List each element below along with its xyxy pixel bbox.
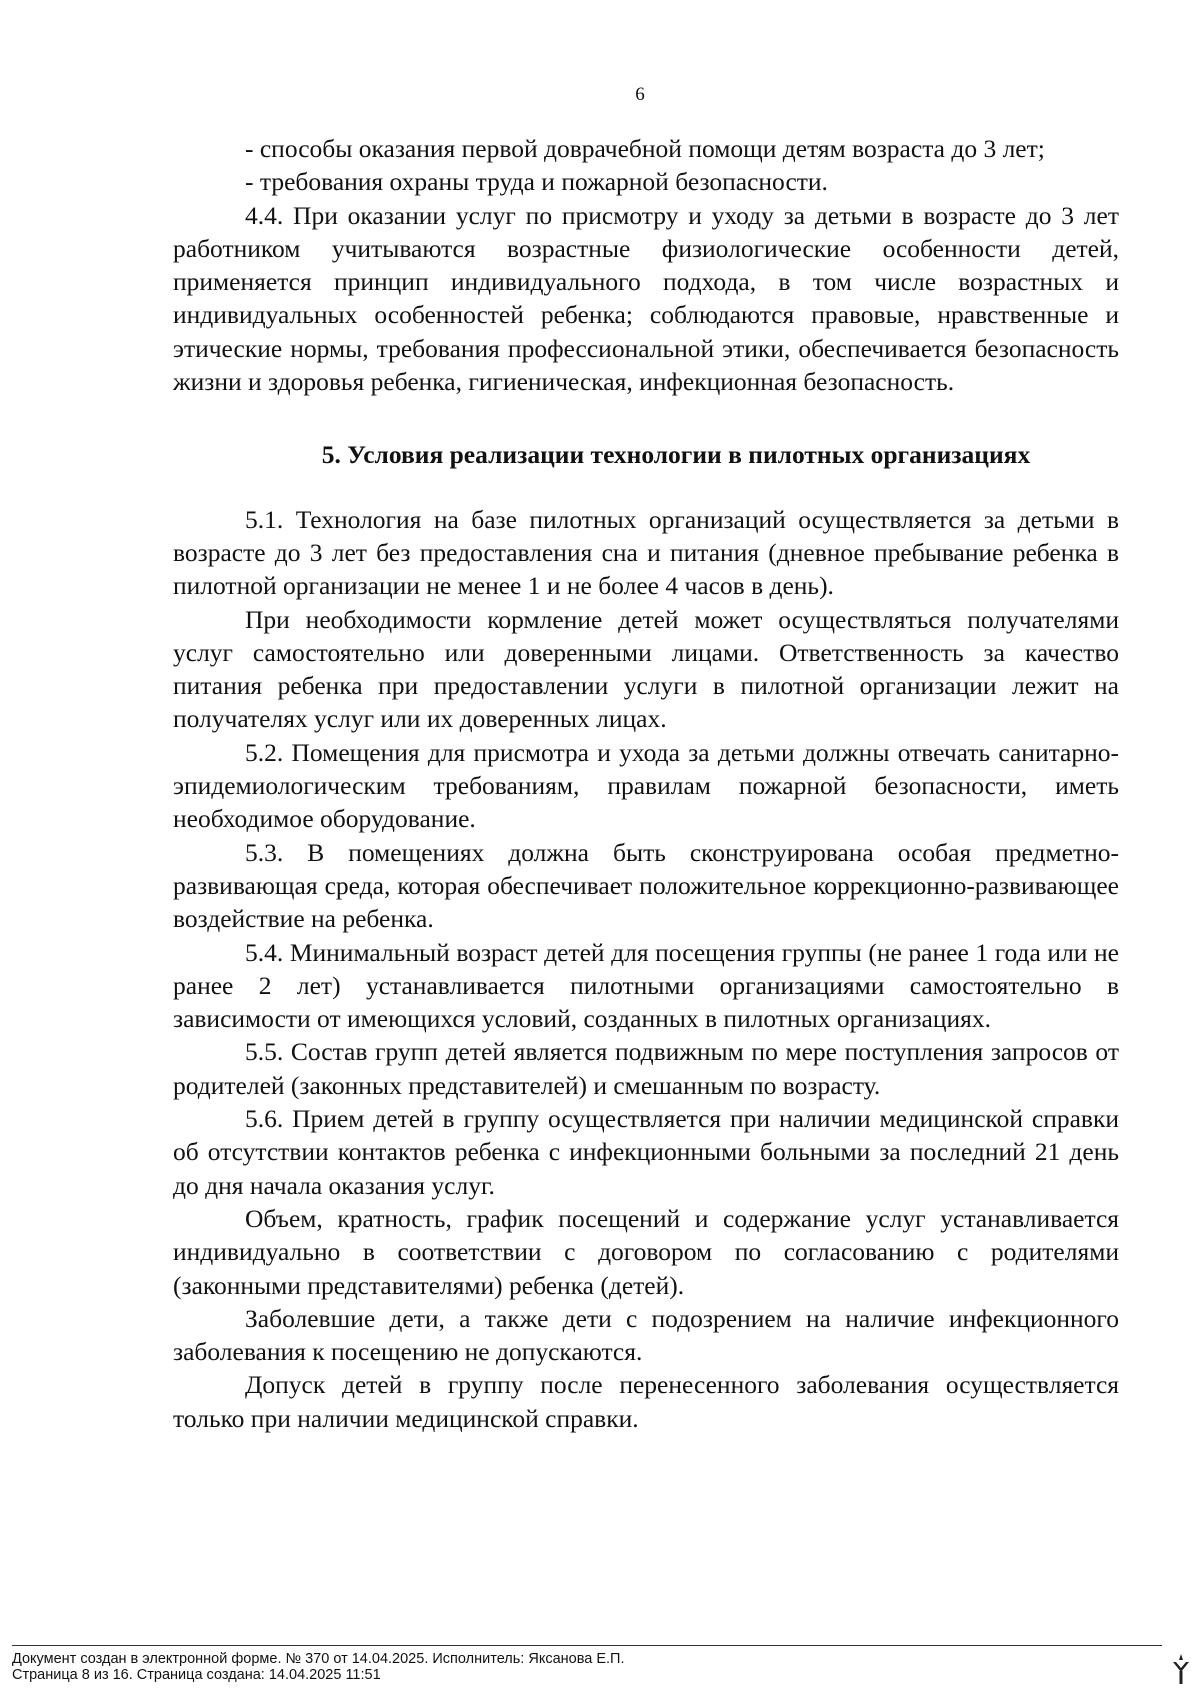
paragraph-5-4: 5.4. Минимальный возраст детей для посещения группы (не ранее 1 года или не ранее 2 лет) устанавливается пилотными организациями самостоятельно в зависимости от имеющихся условий, созданных в пилотных организациях. [173,937,1119,1034]
paragraph-5-6: 5.6. Прием детей в группу осуществляется при наличии медицинской справки об отсутствии контактов ребенка с инфекционными больными за последний 21 день до дня начала оказания услуг. [173,1104,1119,1200]
document-footer [12,1652,625,1683]
emblem-logo-icon [1170,1652,1192,1686]
footer-line-page-info: Страница 8 из 16. Страница создана: 14.04.2025 11:51 [12,1666,381,1683]
paragraph-feeding: При необходимости кормление детей может осуществляться получателями услуг самостоятельно или доверенными лицами. Ответственность за качество питания ребенка при предоставлении услуги в пилотной организации лежит на получателях услуг или их доверенных лицах. [173,604,1119,734]
paragraph-sick-children: Заболевшие дети, а также дети с подозрением на наличие инфекционного заболевания к посещению не допускаются. [173,1303,1119,1367]
footer-line-document-info: Документ создан в электронной форме. № 370 от 14.04.2025. Исполнитель: Яксанова Е.П. [12,1651,625,1667]
page-number: 6 [635,84,645,105]
paragraph-4-4: 4.4. При оказании услуг по присмотру и уходу за детьми в возрасте до 3 лет работником учитываются возрастные физиологические особенности детей, применяется принцип индивидуального подхода, в том числе возрастных и индивидуальных особенностей ребенка; соблюдаются правовые, нравственные и этические нормы, требования профессиональной этики, обеспечивается безопасность жизни и здоровья ребенка, гигиеническая, инфекционная безопасность. [173,200,1119,397]
section-heading-5: 5. Условия реализации технологии в пилотных организациях [321,440,1031,470]
document-body [173,132,1119,1435]
list-item-safety-requirements: - требования охраны труда и пожарной безопасности. [245,167,828,197]
paragraph-5-3: 5.3. В помещениях должна быть сконструирована особая предметно-развивающая среда, которая обеспечивает положительное коррекционно-развивающее воздействие на ребенка. [173,837,1119,934]
list-item-first-aid: - способы оказания первой доврачебной помощи детям возраста до 3 лет; [245,134,1045,163]
paragraph-5-5: 5.5. Состав групп детей является подвижным по мере поступления запросов от родителей (законных представителей) и смешанным по возрасту. [173,1037,1119,1100]
paragraph-admission-after-illness: Допуск детей в группу после перенесенного заболевания осуществляется только при наличии медицинской справки. [173,1370,1119,1433]
paragraph-5-2: 5.2. Помещения для присмотра и ухода за детьми должны отвечать санитарно-эпидемиологическим требованиям, правилам пожарной безопасности, иметь необходимое оборудование. [173,737,1119,834]
footer-divider [12,1645,1162,1646]
paragraph-volume-schedule: Объем, кратность, график посещений и содержание услуг устанавливается индивидуально в соответствии с договором по согласованию с родителями (законными представителями) ребенка (детей). [173,1203,1119,1300]
paragraph-5-1: 5.1. Технология на базе пилотных организаций осуществляется за детьми в возрасте до 3 лет без предоставления сна и питания (дневное пребывание ребенка в пилотной организации не менее 1 и не более 4 часов в день). [173,504,1119,601]
